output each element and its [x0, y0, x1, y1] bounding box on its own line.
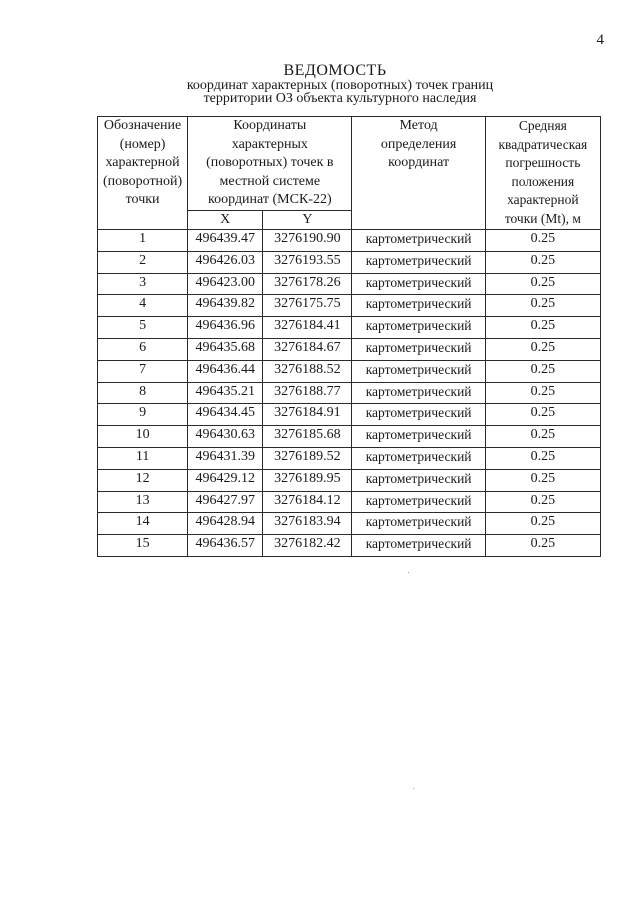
cell-y: 3276189.52	[263, 447, 352, 469]
cell-x: 496426.03	[188, 251, 263, 273]
header-line: точки	[125, 192, 160, 207]
cell-point-number: 6	[98, 338, 188, 360]
cell-method: картометрический	[352, 251, 485, 273]
table-row	[98, 338, 601, 360]
cell-x: 496439.47	[188, 230, 263, 252]
cell-point-number: 11	[98, 447, 188, 469]
cell-y: 3276193.55	[263, 251, 352, 273]
header-line: точки (Mt), м	[504, 210, 581, 226]
header-line: координат (МСК-22)	[208, 192, 332, 207]
cell-y: 3276190.90	[263, 230, 352, 252]
cell-error: 0.25	[485, 447, 600, 469]
cell-method: картометрический	[352, 469, 485, 491]
title-block	[0, 62, 640, 105]
cell-x: 496430.63	[188, 426, 263, 448]
cell-x: 496436.57	[188, 535, 263, 557]
cell-error: 0.25	[485, 382, 600, 404]
cell-error: 0.25	[485, 273, 600, 295]
cell-x: 496428.94	[188, 513, 263, 535]
cell-error: 0.25	[485, 317, 600, 339]
cell-method: картометрический	[352, 230, 485, 252]
cell-point-number: 3	[98, 273, 188, 295]
scan-speck	[408, 572, 409, 573]
header-line: Средняя	[518, 118, 567, 133]
cell-y: 3276188.52	[263, 360, 352, 382]
cell-x: 496434.45	[188, 404, 263, 426]
cell-point-number: 9	[98, 404, 188, 426]
cell-point-number: 13	[98, 491, 188, 513]
cell-y: 3276184.12	[263, 491, 352, 513]
header-line: погрешность	[505, 155, 581, 170]
cell-y: 3276189.95	[263, 469, 352, 491]
header-line: местной системе	[219, 173, 321, 189]
document-subtitle-line-2: территории ОЗ объекта культурного наследия	[203, 91, 477, 106]
cell-point-number: 4	[98, 295, 188, 317]
cell-point-number: 1	[98, 230, 188, 252]
cell-y: 3276175.75	[263, 295, 352, 317]
cell-x: 496423.00	[188, 273, 263, 295]
cell-method: картометрический	[352, 338, 485, 360]
header-x: X	[188, 210, 263, 230]
header-line: определения	[380, 136, 457, 152]
cell-y: 3276185.68	[263, 426, 352, 448]
document-subtitle-line-1: координат характерных (поворотных) точек границ	[186, 78, 494, 93]
cell-point-number: 15	[98, 535, 188, 557]
cell-error: 0.25	[485, 360, 600, 382]
table-row	[98, 426, 601, 448]
document-title: ВЕДОМОСТЬ	[283, 62, 387, 79]
cell-y: 3276184.91	[263, 404, 352, 426]
header-mean-square-error	[485, 117, 600, 230]
cell-x: 496436.44	[188, 360, 263, 382]
table-row	[98, 404, 601, 426]
cell-point-number: 7	[98, 360, 188, 382]
header-method	[352, 117, 485, 230]
table-row	[98, 513, 601, 535]
header-line: Обозначение	[103, 118, 182, 133]
table-row	[98, 382, 601, 404]
cell-method: картометрический	[352, 317, 485, 339]
cell-error: 0.25	[485, 513, 600, 535]
cell-method: картометрический	[352, 535, 485, 557]
cell-method: картометрический	[352, 447, 485, 469]
table-row	[98, 317, 601, 339]
coordinates-table	[97, 116, 601, 557]
cell-error: 0.25	[485, 295, 600, 317]
cell-x: 496427.97	[188, 491, 263, 513]
table-row	[98, 491, 601, 513]
cell-point-number: 5	[98, 317, 188, 339]
table-row	[98, 273, 601, 295]
header-line: положения	[511, 173, 575, 189]
cell-method: картометрический	[352, 273, 485, 295]
cell-error: 0.25	[485, 404, 600, 426]
cell-error: 0.25	[485, 230, 600, 252]
table-body	[98, 230, 601, 557]
cell-error: 0.25	[485, 426, 600, 448]
cell-method: картометрический	[352, 360, 485, 382]
header-line: характерных	[231, 136, 308, 152]
cell-x: 496436.96	[188, 317, 263, 339]
header-line: (поворотных) точек в	[206, 155, 334, 170]
table-row	[98, 469, 601, 491]
cell-point-number: 12	[98, 469, 188, 491]
header-line: координат	[388, 155, 450, 170]
header-line: (поворотной)	[102, 173, 183, 189]
cell-y: 3276182.42	[263, 535, 352, 557]
cell-y: 3276184.41	[263, 317, 352, 339]
cell-method: картометрический	[352, 491, 485, 513]
header-coordinates	[188, 117, 352, 211]
table-row	[98, 447, 601, 469]
cell-y: 3276183.94	[263, 513, 352, 535]
cell-y: 3276184.67	[263, 338, 352, 360]
cell-point-number: 10	[98, 426, 188, 448]
header-line: характерной	[105, 155, 180, 170]
header-y: Y	[263, 210, 352, 230]
cell-y: 3276178.26	[263, 273, 352, 295]
header-line: квадратическая	[498, 136, 588, 152]
table-row	[98, 535, 601, 557]
cell-method: картометрический	[352, 513, 485, 535]
table-header-row	[98, 117, 601, 211]
cell-point-number: 2	[98, 251, 188, 273]
cell-x: 496429.12	[188, 469, 263, 491]
cell-x: 496431.39	[188, 447, 263, 469]
cell-method: картометрический	[352, 295, 485, 317]
header-point-designation	[98, 117, 188, 230]
cell-error: 0.25	[485, 338, 600, 360]
scan-speck	[413, 788, 414, 789]
table-row	[98, 360, 601, 382]
cell-method: картометрический	[352, 382, 485, 404]
cell-error: 0.25	[485, 469, 600, 491]
cell-x: 496435.68	[188, 338, 263, 360]
table-row	[98, 230, 601, 252]
cell-point-number: 8	[98, 382, 188, 404]
page-number: 4	[596, 32, 604, 48]
header-line: характерной	[507, 192, 579, 207]
table-row	[98, 251, 601, 273]
cell-point-number: 14	[98, 513, 188, 535]
cell-x: 496439.82	[188, 295, 263, 317]
cell-error: 0.25	[485, 535, 600, 557]
cell-method: картометрический	[352, 404, 485, 426]
cell-x: 496435.21	[188, 382, 263, 404]
header-line: Координаты	[233, 118, 307, 133]
header-line: Метод	[399, 118, 438, 133]
cell-error: 0.25	[485, 251, 600, 273]
cell-error: 0.25	[485, 491, 600, 513]
header-line: (номер)	[119, 136, 166, 152]
table-row	[98, 295, 601, 317]
cell-method: картометрический	[352, 426, 485, 448]
cell-y: 3276188.77	[263, 382, 352, 404]
